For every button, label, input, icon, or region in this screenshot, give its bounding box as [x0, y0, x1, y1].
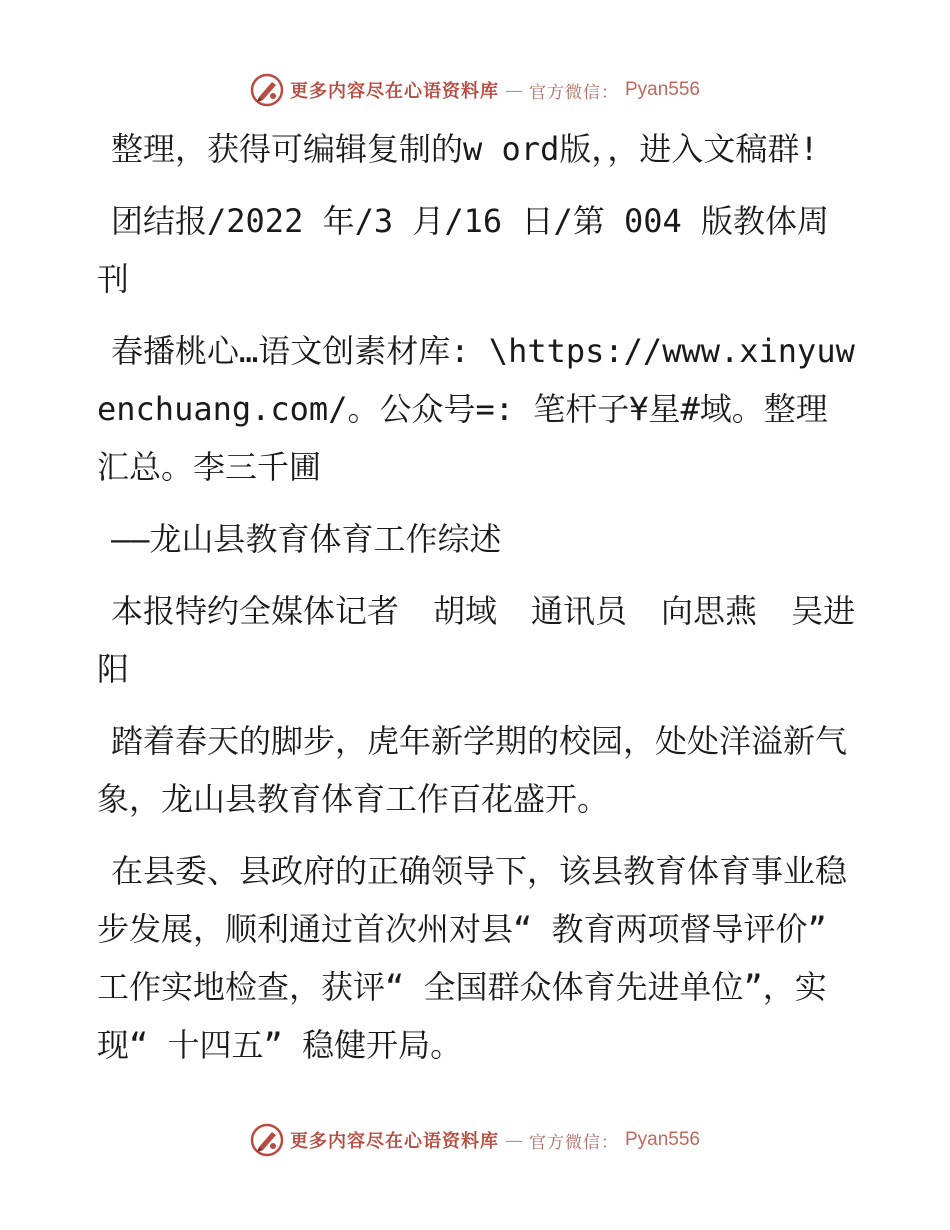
banner-main-text: 更多内容尽在心语资料库 [289, 1131, 499, 1152]
banner-wechat-id: Pyan556 [624, 79, 700, 100]
byline-correspondent-name-2: 吴进阳 [97, 592, 856, 688]
header-watermark-banner [0, 70, 950, 110]
byline-reporter-role: 本报特约全媒体记者 [111, 592, 400, 630]
banner-wechat-id: Pyan556 [624, 1129, 700, 1150]
footer-watermark-banner [0, 1120, 950, 1160]
byline-reporter-name: 胡域 [433, 592, 498, 630]
paragraph-resource-note: 春播桃心…语文创素材库: \https://www.xinyuwenchuang.com/。公众号=: 笔杆子¥星#域。整理汇总。李三千圃 [97, 332, 855, 486]
byline [97, 582, 857, 698]
article-body [97, 120, 857, 1088]
byline-correspondent-role: 通讯员 [531, 592, 628, 630]
paragraph-body-1: 踏着春天的脚步，虎年新学期的校园，处处洋溢新气象，龙山县教育体育工作百花盛开。 [97, 722, 848, 818]
paragraph-source-line: 团结报/2022 年/3 月/16 日/第 004 版教体周刊 [97, 202, 830, 298]
banner-sub-text: 官方微信： [528, 1132, 619, 1153]
paragraph-intro: 整理，获得可编辑复制的w ord版，，进入文稿群! [111, 130, 819, 168]
article-subtitle: ——龙山县教育体育工作综述 [111, 520, 502, 558]
pen-seal-icon [250, 73, 284, 107]
banner-separator: — [504, 79, 523, 101]
byline-correspondent-name-1: 向思燕 [661, 592, 758, 630]
pen-seal-icon [250, 1123, 284, 1157]
banner-separator: — [504, 1129, 523, 1151]
banner-sub-text: 官方微信： [528, 82, 619, 103]
paragraph-body-2: 在县委、县政府的正确领导下，该县教育体育事业稳步发展，顺利通过首次州对县“ 教育两项督导评价” 工作实地检查，获评“ 全国群众体育先进单位”，实现“ 十四五” 稳健开局。 [97, 852, 848, 1064]
banner-main-text: 更多内容尽在心语资料库 [289, 81, 499, 102]
